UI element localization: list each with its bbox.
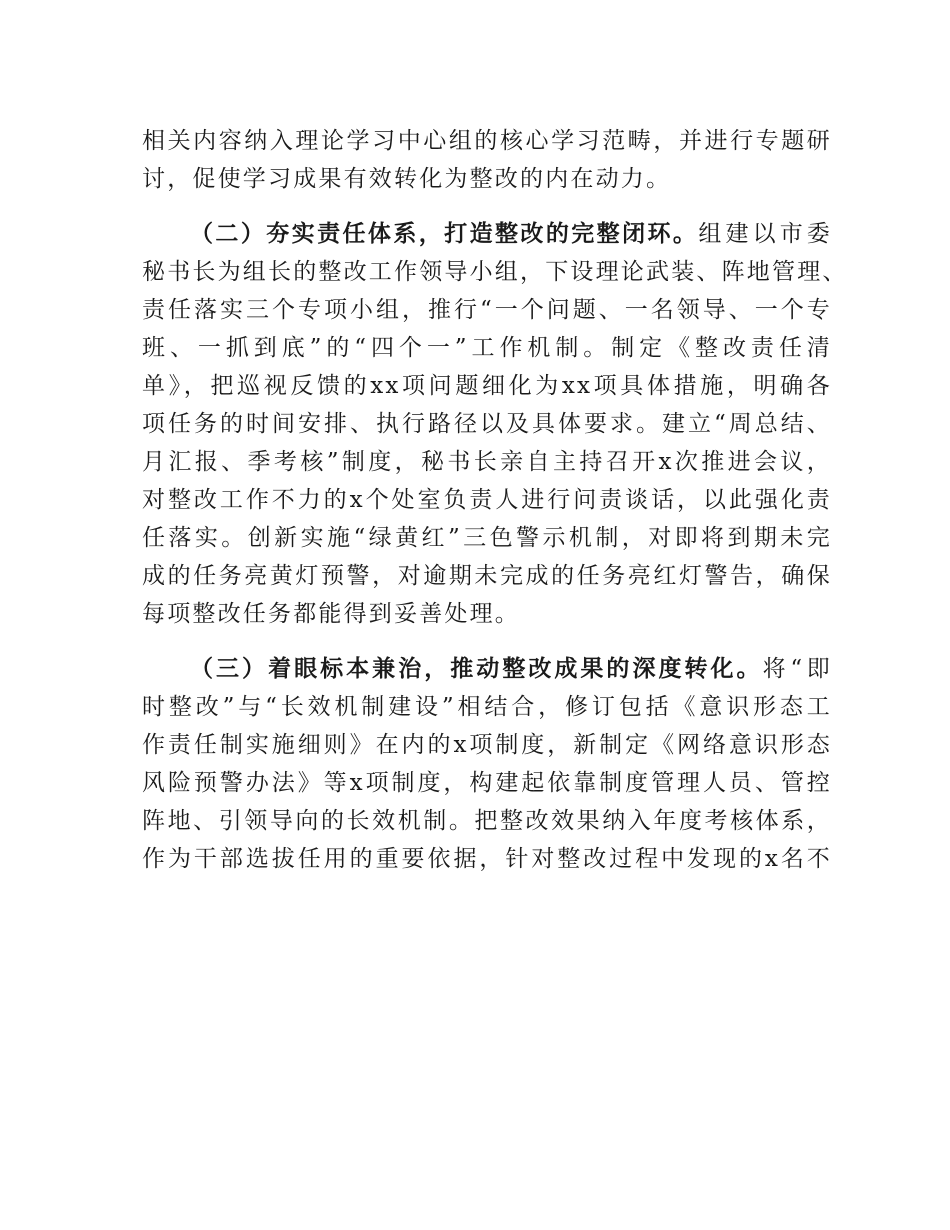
paragraph-2-line-11: 每项整改任务都能得到妥善处理。	[142, 601, 520, 627]
paragraph-2-line-5: 单》，把巡视反馈的xx项问题细化为xx项具体措施，明确各	[142, 373, 832, 399]
paragraph-3-line-4: 风险预警办法》等x项制度，构建起依靠制度管理人员、管控	[142, 770, 832, 796]
paragraph-3-first-line-text: 将“即	[762, 656, 833, 682]
paragraph-3-line-6: 作为干部选拔任用的重要依据，针对整改过程中发现的x名不	[142, 846, 832, 872]
paragraph-3-heading: （三）着眼标本兼治，推动整改成果的深度转化。	[190, 656, 763, 682]
paragraph-1-line-1: 相关内容纳入理论学习中心组的核心学习范畴，并进行专题研	[142, 128, 832, 154]
paragraph-3-line-5: 阵地、引领导向的长效机制。把整改效果纳入年度考核体系，	[142, 808, 832, 834]
paragraph-3-line-3: 作责任制实施细则》在内的x项制度，新制定《网络意识形态	[142, 732, 832, 758]
paragraph-2-heading: （二）夯实责任体系，打造整改的完整闭环。	[190, 221, 699, 247]
paragraph-2-line-10: 成的任务亮黄灯预警，对逾期未完成的任务亮红灯警告，确保	[142, 563, 832, 589]
paragraph-2-line-9: 任落实。创新实施“绿黄红”三色警示机制，对即将到期未完	[142, 525, 832, 551]
paragraph-2-first-line-text: 组建以市委	[698, 221, 833, 247]
paragraph-2-line-1	[142, 215, 832, 253]
paragraph-3-line-1	[142, 650, 832, 688]
paragraph-3-line-2: 时整改”与“长效机制建设”相结合，修订包括《意识形态工	[142, 694, 832, 720]
paragraph-2-line-7: 月汇报、季考核”制度，秘书长亲自主持召开x次推进会议，	[142, 449, 832, 475]
paragraph-2-line-6: 项任务的时间安排、执行路径以及具体要求。建立“周总结、	[142, 411, 832, 437]
paragraph-2-line-8: 对整改工作不力的x个处室负责人进行问责谈话，以此强化责	[142, 487, 832, 513]
paragraph-2-line-2: 秘书长为组长的整改工作领导小组，下设理论武装、阵地管理、	[142, 259, 848, 285]
paragraph-1-line-2: 讨，促使学习成果有效转化为整改的内在动力。	[142, 166, 672, 192]
document-body	[142, 122, 848, 878]
paragraph-2-line-4: 班、一抓到底”的“四个一”工作机制。制定《整改责任清	[142, 335, 832, 361]
paragraph-2-line-3: 责任落实三个专项小组，推行“一个问题、一名领导、一个专	[142, 297, 832, 323]
